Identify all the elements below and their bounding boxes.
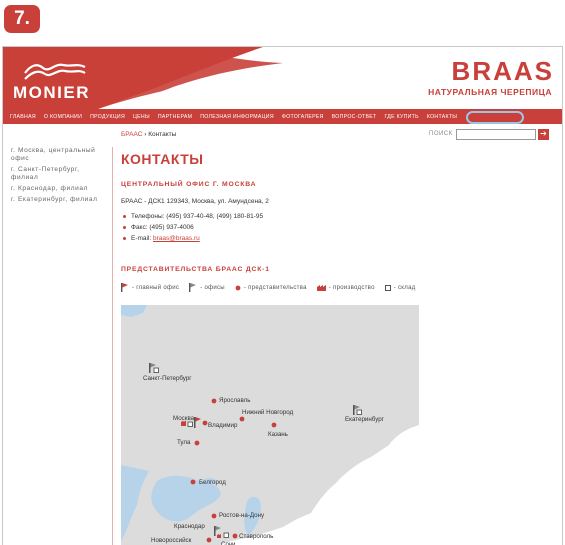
- brand-tagline: НАТУРАЛЬНАЯ ЧЕРЕПИЦА: [428, 87, 552, 97]
- city-label-novorossiysk: Новороссийск: [151, 537, 192, 544]
- legend-main-office: - главный офис: [121, 283, 179, 292]
- city-label-krasnodar: Краснодар: [174, 523, 205, 530]
- city-label-ekaterinburg: Екатеринбург: [345, 416, 384, 423]
- sidebar-item-moscow[interactable]: г. Москва, центральный офис: [11, 147, 96, 162]
- nav-item-partners[interactable]: ПАРТНЕРАМ: [157, 113, 193, 120]
- email-link[interactable]: braas@braas.ru: [153, 235, 200, 242]
- office-section-title: ЦЕНТРАЛЬНЫЙ ОФИС Г. МОСКВА: [121, 181, 257, 188]
- main-content: [121, 147, 551, 292]
- rostov-dot[interactable]: [212, 514, 217, 519]
- representation-section-title: ПРЕДСТАВИТЕЛЬСТВА БРААС ДСК-1: [121, 266, 270, 273]
- legend-representations: - представительства: [235, 285, 307, 291]
- yaroslavl-dot[interactable]: [212, 399, 217, 404]
- representation-dot-icon: [235, 285, 241, 291]
- belgorod-dot[interactable]: [191, 480, 196, 485]
- sidebar-item-spb[interactable]: г. Санкт-Петербург, филиал: [11, 166, 80, 181]
- city-label-moscow: Москва: [173, 415, 195, 422]
- map-graphic: [121, 305, 421, 545]
- monier-logo-text[interactable]: MONIER: [13, 83, 90, 102]
- warehouse-square-icon: [385, 285, 391, 291]
- site-header: [3, 47, 562, 109]
- office-flag-icon: [189, 283, 197, 292]
- breadcrumb-home-link[interactable]: БРААС: [121, 131, 143, 138]
- city-label-tula: Тула: [177, 439, 191, 446]
- office-address: БРААС - ДСК1 129343, Москва, ул. Амундсена, 2: [121, 198, 269, 205]
- contact-fax: Факс: (495) 937-4006: [121, 222, 551, 233]
- city-label-belgorod: Белгород: [199, 479, 226, 486]
- breadcrumb-current: Контакты: [148, 131, 177, 138]
- tula-dot[interactable]: [195, 441, 200, 446]
- search-label: ПОИСК: [429, 131, 453, 137]
- production-factory-icon: [317, 284, 326, 291]
- representations-map: [121, 305, 421, 545]
- nav-item-prices[interactable]: ЦЕНЫ: [133, 113, 150, 120]
- city-label-kazan: Казань: [268, 431, 288, 438]
- nav-item-gallery[interactable]: ФОТОГАЛЕРЕЯ: [281, 113, 324, 120]
- kazan-dot[interactable]: [272, 423, 277, 428]
- breadcrumb-separator: ›: [144, 131, 147, 138]
- sidebar-item-krasnodar[interactable]: г. Краснодар, филиал: [11, 185, 88, 192]
- nav-item-products[interactable]: ПРОДУКЦИЯ: [90, 113, 126, 120]
- page-title: КОНТАКТЫ: [121, 151, 204, 167]
- map-legend: [121, 283, 551, 292]
- nav-item-useful-info[interactable]: ПОЛЕЗНАЯ ИНФОРМАЦИЯ: [200, 113, 274, 120]
- nnovgorod-dot[interactable]: [240, 417, 245, 422]
- legend-offices: - офисы: [189, 283, 225, 292]
- legend-production: - производство: [317, 284, 375, 291]
- legend-warehouse: - склад: [385, 285, 416, 291]
- contact-email: [121, 233, 551, 244]
- city-label-sochi: Сочи: [221, 541, 236, 545]
- active-nav-highlight-ring: [466, 111, 524, 124]
- stavropol-dot[interactable]: [233, 534, 238, 539]
- breadcrumb: [121, 131, 176, 138]
- city-label-vladimir: Владимир: [208, 422, 238, 429]
- city-label-yaroslavl: Ярославль: [219, 397, 251, 404]
- city-label-nnovgorod: Нижний Новгород: [242, 409, 294, 416]
- city-label-stavropol: Ставрополь: [239, 533, 274, 540]
- novorossiysk-dot[interactable]: [207, 538, 212, 543]
- monier-logo-icon[interactable]: [23, 59, 87, 81]
- nav-item-home[interactable]: ГЛАВНАЯ: [10, 113, 36, 120]
- city-label-spb: Санкт-Петербург: [143, 375, 192, 382]
- nav-item-where-to-buy[interactable]: ГДЕ КУПИТЬ: [384, 113, 419, 120]
- contact-phone: Телефоны: (495) 937-40-48, (499) 180-81-95: [121, 211, 551, 222]
- nav-item-faq[interactable]: ВОПРОС-ОТВЕТ: [331, 113, 377, 120]
- sidebar-item-ekaterinburg[interactable]: г. Екатеринбург, филиал: [11, 196, 98, 203]
- braas-brand-logo[interactable]: BRAAS: [451, 56, 554, 86]
- nav-item-about[interactable]: О КОМПАНИИ: [43, 113, 83, 120]
- step-badge: 7.: [4, 5, 40, 33]
- sidebar-divider: [112, 147, 113, 545]
- search-submit-button[interactable]: ➔: [538, 129, 549, 140]
- contact-list: [121, 211, 551, 244]
- sidebar: [11, 147, 109, 207]
- nav-item-contacts[interactable]: КОНТАКТЫ: [426, 113, 458, 120]
- main-office-flag-icon: [121, 283, 129, 292]
- search-input[interactable]: [456, 129, 536, 140]
- email-label: E-mail:: [131, 235, 154, 242]
- browser-page: [2, 46, 563, 545]
- city-label-rostov: Ростов-на-Дону: [219, 512, 265, 519]
